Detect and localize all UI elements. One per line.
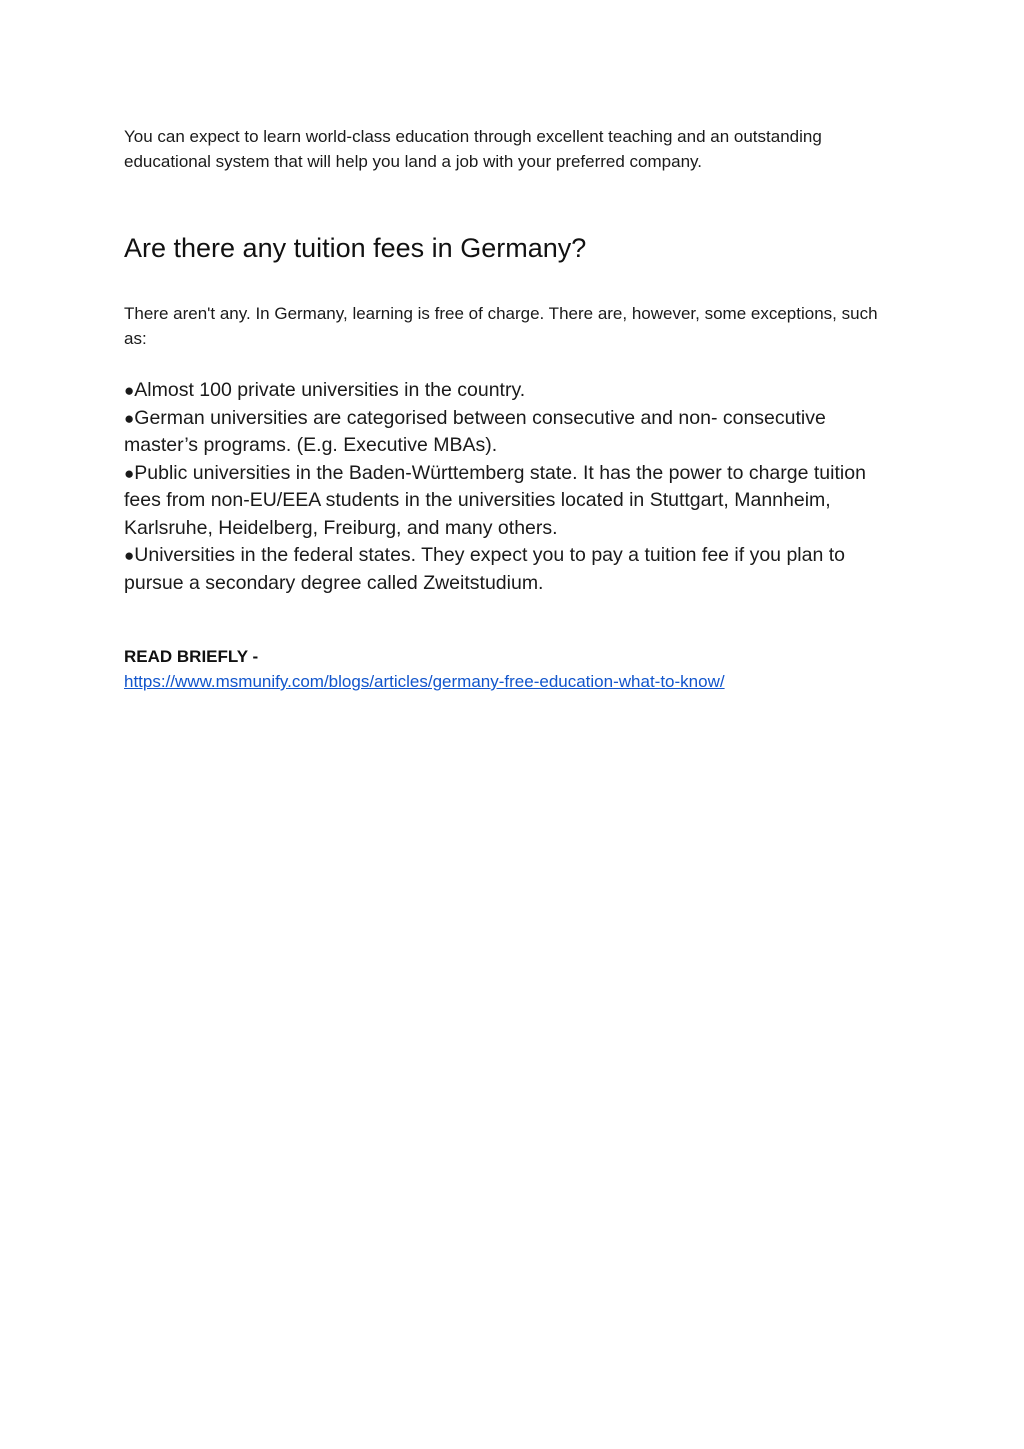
section-heading: Are there any tuition fees in Germany? [124, 233, 587, 263]
list-item [124, 377, 904, 405]
bullet-icon: ● [124, 546, 135, 565]
intro-paragraph: You can expect to learn world-class education through excellent teaching and an outstanding educational system that will help you land a job with your preferred company. [124, 127, 822, 171]
lead-paragraph: There aren't any. In Germany, learning is free of charge. There are, however, some exceptions, such as: [124, 304, 878, 348]
document-page [124, 0, 904, 1449]
bullet-icon: ● [124, 408, 135, 428]
list-item [124, 405, 904, 460]
list-item [124, 460, 904, 543]
list-item [124, 542, 904, 597]
list-item-text: Almost 100 private universities in the country. [134, 379, 526, 401]
list-item-text: German universities are categorised between consecutive and non- consecutive master’s programs. (E.g. Executive MBAs). [124, 406, 826, 456]
bullet-icon: ● [124, 463, 135, 483]
list-item-text: Public universities in the Baden-Württemberg state. It has the power to charge tuition fees from non-EU/EEA students in the universities located in Stuttgart, Mannheim, Karlsruhe, Heidelberg, Freiburg, and many others. [124, 461, 866, 539]
article-link[interactable]: https://www.msmunify.com/blogs/articles/germany-free-education-what-to-know/ [124, 672, 725, 691]
list-item-text: Universities in the federal states. They expect you to pay a tuition fee if you plan to pursue a secondary degree called Zweitstudium. [124, 544, 845, 594]
read-briefly-label: READ BRIEFLY - [124, 647, 259, 666]
bullet-icon: ● [124, 381, 135, 400]
exceptions-list [124, 377, 904, 597]
